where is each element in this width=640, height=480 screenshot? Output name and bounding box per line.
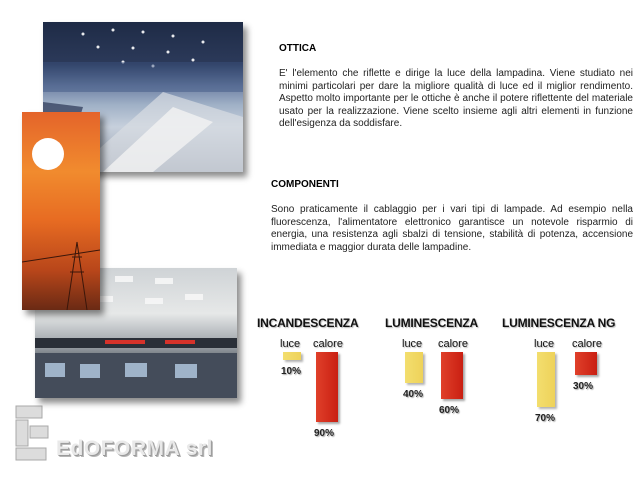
componenti-body: Sono praticamente il cablaggio per i vari tipi di lampade. Ad esempio nella fluorescenza, l'alimentatore elettronico garantisce un notevole risparmio di energia, una resistenza agli sbalzi di tensione, stabilità di potenza, accensione immediata e maggior durata delle lampadine.: [271, 204, 633, 253]
chart-2-label-luce: luce: [402, 338, 423, 350]
ottica-body: E' l'elemento che riflette e dirige la luce della lampadina. Viene studiato nei minimi particolari per dare la migliore qualità di luce ed il miglior rendimento. Aspetto molto importante per le ottiche è anche il potere riflettente del materiale usato per la realizzazione. Viene scelto insieme agli altri elementi in funzione dell'esigenza da soddisfare.: [279, 68, 633, 129]
chart-3-label-calore: calore: [572, 338, 602, 350]
ottica-title: OTTICA: [279, 43, 317, 54]
chart-3-value-luce: 70%: [535, 413, 556, 424]
chart-1-bar-luce: [283, 352, 301, 360]
componenti-title: COMPONENTI: [271, 179, 339, 190]
chart-3-bar-luce: [537, 352, 555, 407]
chart-3-label-luce: luce: [534, 338, 555, 350]
sunset-illustration: [22, 112, 100, 310]
chart-1-bar-calore: [316, 352, 338, 422]
chart-2-bar-calore: [441, 352, 463, 399]
chart-title-2: LUMINESCENZA: [385, 316, 478, 330]
chart-3-bar-calore: [575, 352, 597, 375]
chart-1-label-calore: calore: [313, 338, 343, 350]
company-logo-icon: [14, 404, 52, 462]
chart-2-label-calore: calore: [438, 338, 468, 350]
sunset-photo: [22, 112, 100, 310]
chart-2-bar-luce: [405, 352, 423, 383]
chart-title-3: LUMINESCENZA NG: [502, 316, 616, 330]
chart-2-value-luce: 40%: [403, 389, 424, 400]
chart-title-1: INCANDESCENZA: [257, 316, 359, 330]
chart-1-label-luce: luce: [280, 338, 301, 350]
chart-1-value-luce: 10%: [281, 366, 302, 377]
chart-2-value-calore: 60%: [439, 405, 460, 416]
chart-1-value-calore: 90%: [314, 428, 335, 439]
chart-3-value-calore: 30%: [573, 381, 594, 392]
company-name: EdOFORMA srl: [56, 437, 213, 460]
